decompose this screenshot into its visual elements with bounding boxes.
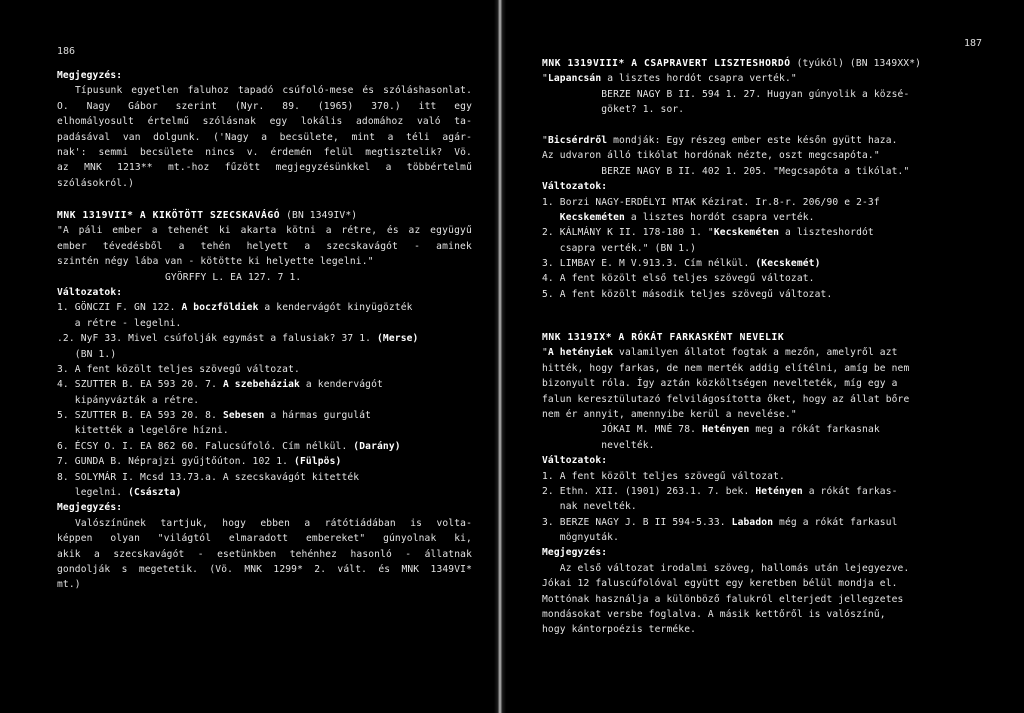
text-span: nem ér annyit, amennyibe kerül a nevelése." (542, 408, 797, 420)
text-line (542, 195, 962, 210)
text-line (542, 345, 962, 360)
text-line (57, 454, 472, 469)
text-line (57, 362, 472, 377)
bold-place-name: (Császta) (128, 487, 182, 499)
text-line (542, 148, 962, 163)
text-span: legelni. (57, 487, 129, 499)
text-span: a kendervágót (299, 379, 383, 391)
text-span: hitték, hogy farkas, de nem merték addig elítélni, amíg be nem (542, 362, 910, 374)
text-span: (BN 1.) (57, 348, 117, 360)
text-span: falun keresztülutazó felvilágosította őket, hogy az állat bőre (542, 393, 910, 405)
text-line: Jókai 12 faluscúfolóval együtt egy keretben bélül mondja el. (542, 578, 898, 590)
text-span: 1. GÖNCZI F. GN 122. (57, 302, 182, 314)
text-span: 4. A fent közölt első teljes szövegű változat. (542, 273, 815, 285)
text-line (542, 361, 962, 376)
text-line: képpen olyan "világtól elmaradott embereket" gúnyolnak ki, (57, 533, 472, 545)
text-line: Az első változat irodalmi szöveg, hallomás után lejegyezve. (542, 562, 910, 574)
text-span: BERZE NAGY B II. 402 1. 205. "Megcsapóta a tikólat." (542, 165, 910, 177)
text-span: bizonyult róla. Így aztán közköltségen nevelteték, míg egy a (542, 378, 898, 390)
text-line (542, 376, 962, 391)
text-span: Az udvaron álló tikólat hordónak nézte, oszt megcsapóta." (542, 150, 880, 162)
bold-place-name: (Darány) (353, 440, 401, 452)
text-span: kipányvázták a rétre. (57, 394, 200, 406)
text-span: a rókát farkas- (802, 485, 898, 497)
entry-title-bold: MNK 1319VII* A KIKÖTÖTT SZECSKAVÁGÓ (57, 210, 281, 221)
left-page (0, 0, 500, 713)
note-text (57, 83, 472, 191)
text-span: még a rókát farkasul (773, 516, 898, 528)
text-line: padásával van dolgunk. ('Nagy a becsülete, mint a téli agár- (57, 131, 472, 143)
text-span: .2. NyF 33. Mivel csúfolják egymást a falusiak? 37 1. (57, 333, 377, 345)
text-line (542, 71, 962, 86)
text-line: szólásokról.) (57, 177, 135, 189)
text-line: gondolják s megetetik. (Vö. MNK 1299* 2. vált. és MNK 1349VI* (57, 563, 472, 575)
text-line (542, 225, 962, 240)
text-span: göket? 1. sor. (542, 104, 685, 116)
text-line (542, 102, 962, 117)
text-line (542, 256, 962, 271)
text-line (542, 164, 962, 179)
text-span: " (542, 73, 548, 85)
text-line (542, 484, 962, 499)
text-line: Mottónak használja a különböző falukról elterjedt jellegzetes (542, 593, 904, 605)
text-line (57, 393, 472, 408)
text-span: csapra verték." (BN 1.) (542, 242, 697, 254)
bold-place-name: A szebeháziak (222, 379, 300, 391)
note-text-2 (57, 516, 472, 593)
text-span: 2. KÁLMÁNY K II. 178-180 1. " (542, 227, 714, 239)
entry-title-rest: (tyúkól) (BN 1349XX*) (790, 58, 922, 69)
bold-place-name: (Merse) (377, 333, 419, 345)
entry-title (542, 56, 962, 71)
entry-title-rest: (BN 1349IV*) (280, 210, 358, 221)
text-line: nak': semmi becsülete nincs v. érdemén felül megtisztelik? Vö. (57, 146, 472, 158)
bold-place-name: A boczföldiek (181, 302, 259, 314)
bold-place-name: Hetényen (755, 485, 803, 497)
text-span: valamilyen állatot fogtak a mezőn, amelyről azt (613, 347, 898, 359)
variants-heading: Változatok: (542, 181, 608, 193)
text-line: az MNK 1213** mt.-hoz fűzött megjegyzésünkkel a többértelmű (57, 162, 472, 174)
text-line (542, 515, 962, 530)
variants-list (542, 195, 962, 303)
bold-place-name: Lapancsán (547, 73, 602, 85)
variants-list (57, 300, 472, 500)
text-span: mögnyuták. (542, 532, 620, 544)
right-page (512, 0, 1024, 713)
entry-text (57, 223, 472, 269)
entry-1319VIII (542, 56, 962, 302)
text-span: 8. SOLYMÁR I. Mcsd 13.73.a. A szecskavágót kitették (57, 471, 360, 483)
text-span: 6. ÉCSY O. I. EA 862 60. Falucsúfoló. Cím nélkül. (57, 440, 354, 452)
text-line (57, 316, 472, 331)
text-line (542, 438, 962, 453)
note-block-1 (57, 68, 472, 191)
text-line (542, 87, 962, 102)
variants-list (542, 469, 962, 546)
text-line (542, 210, 962, 225)
text-span: mondják: Egy részeg ember este későn gyütt haza. (607, 134, 898, 146)
bold-place-name: Sebesen (222, 410, 265, 422)
text-line (57, 331, 472, 346)
text-line (542, 407, 962, 422)
text-line (57, 470, 472, 485)
text-line (57, 439, 472, 454)
entry-text (542, 71, 962, 179)
text-line (57, 423, 472, 438)
text-line (57, 347, 472, 362)
text-span: 5. A fent közölt második teljes szövegű változat. (542, 288, 833, 300)
text-span: a rétre - legelni. (57, 317, 182, 329)
text-span: a hármas gurgulát (264, 410, 372, 422)
bold-place-name: (Fülpös) (294, 456, 342, 468)
text-span: 1. Borzi NAGY-ERDÉLYI MTAK Kézirat. Ir.8-r. 206/90 e 2-3f (542, 196, 880, 208)
entry-1319IX (542, 330, 962, 638)
text-line (542, 422, 962, 437)
text-span: nak nevelték. (542, 501, 637, 513)
variants-heading: Változatok: (542, 455, 608, 467)
text-span: nevelték. (542, 439, 655, 451)
text-span: BERZE NAGY B II. 594 1. 27. Hugyan gúnyolik a közsé- (542, 88, 910, 100)
bold-place-name: (Kecskemét) (755, 258, 821, 270)
text-span: 5. SZUTTER B. EA 593 20. 8. (57, 410, 223, 422)
text-span: 7. GUNDA B. Néprajzi gyűjtőúton. 102 1. (57, 456, 295, 468)
bold-place-name: Labadon (731, 516, 774, 528)
text-line (542, 499, 962, 514)
text-span: meg a rókát farkasnak (749, 424, 880, 436)
bold-place-name: A hetényiek (547, 347, 614, 359)
text-span: 3. A fent közölt teljes szövegű változat. (57, 363, 300, 375)
text-line (542, 530, 962, 545)
text-span: 1. A fent közölt teljes szövegű változat. (542, 470, 785, 482)
entry-title: MNK 1319IX* A RÓKÁT FARKASKÉNT NEVELIK (542, 332, 785, 343)
bold-place-name: Kecskeméten (713, 227, 780, 239)
text-line: Típusunk egyetlen faluhoz tapadó csúfoló-mese és szóláshasonlat. O. Nagy Gábor szerint (Nyr. 89. (1965) 370.) itt egy (57, 85, 472, 112)
text-line (57, 485, 472, 500)
text-line: ember tévedésből a tehén helyett a szecskavágót - aminek (57, 240, 472, 252)
note-text (542, 561, 962, 638)
text-line (542, 133, 962, 148)
text-span: a lisztes hordót csapra verték." (601, 73, 797, 85)
text-span: 4. SZUTTER B. EA 593 20. 7. (57, 379, 223, 391)
text-line: hogy kántorpoézis terméke. (542, 624, 697, 636)
text-line (542, 469, 962, 484)
text-span: " (542, 347, 548, 359)
entry-source: GYÖRFFY L. EA 127. 7 1. (165, 271, 302, 283)
text-span: 2. Ethn. XII. (1901) 263.1. 7. bek. (542, 485, 756, 497)
note-heading-2: Megjegyzés: (57, 502, 123, 514)
page-number-left: 186 (57, 46, 76, 57)
text-span: a liszteshordót (779, 227, 874, 239)
entry-1319VII (57, 208, 472, 593)
text-span: a lisztes hordót csapra verték. (624, 211, 815, 223)
text-line: "A páli ember a tehenét ki akarta kötni a rétre, és az együgyű (57, 225, 472, 237)
bold-place-name: Hetényen (702, 424, 750, 436)
text-span: 3. BERZE NAGY J. B II 594-5.33. (542, 516, 732, 528)
note-heading: Megjegyzés: (542, 547, 608, 559)
text-span: kitették a legelőre hízni. (57, 425, 229, 437)
variants-heading: Változatok: (57, 286, 123, 298)
entry-title (57, 208, 472, 223)
text-line: elhomályosult értelmű szólásnak egy lokális adomához való ta- (57, 116, 472, 128)
text-line (57, 300, 472, 315)
text-span: " (542, 134, 548, 146)
text-line (542, 287, 962, 302)
text-line: mt.) (57, 579, 81, 591)
note-heading: Megjegyzés: (57, 70, 123, 81)
text-span: a kendervágót kinyügözték (258, 302, 413, 314)
text-line: Valószínűnek tartjuk, hogy ebben a rátótiádában is volta- (75, 517, 472, 529)
text-line (542, 392, 962, 407)
bold-place-name: Bicsérdről (547, 134, 608, 146)
text-line: akik a szecskavágót - esetünkben tehénhez hasonló - állatnak (57, 548, 472, 560)
text-line: mondásokat versbe foglalva. A másik kettőről is valószínű, (542, 609, 886, 621)
text-span (542, 212, 560, 223)
bold-place-name: Kecskeméten (559, 211, 625, 223)
text-line (542, 271, 962, 286)
text-line: szintén négy lába van - kötötte ki helyette legelni." (57, 256, 374, 268)
entry-title-bold: MNK 1319VIII* A CSAPRAVERT LISZTESHORDÓ (542, 58, 791, 69)
text-line (57, 408, 472, 423)
text-line (542, 118, 962, 133)
text-span: 3. LIMBAY E. M V.913.3. Cím nélkül. (542, 258, 756, 270)
entry-text (542, 345, 962, 453)
text-line (57, 377, 472, 392)
page-number-right: 187 (964, 38, 983, 49)
text-span: JÓKAI M. MNÉ 78. (542, 424, 702, 436)
text-line (542, 241, 962, 256)
